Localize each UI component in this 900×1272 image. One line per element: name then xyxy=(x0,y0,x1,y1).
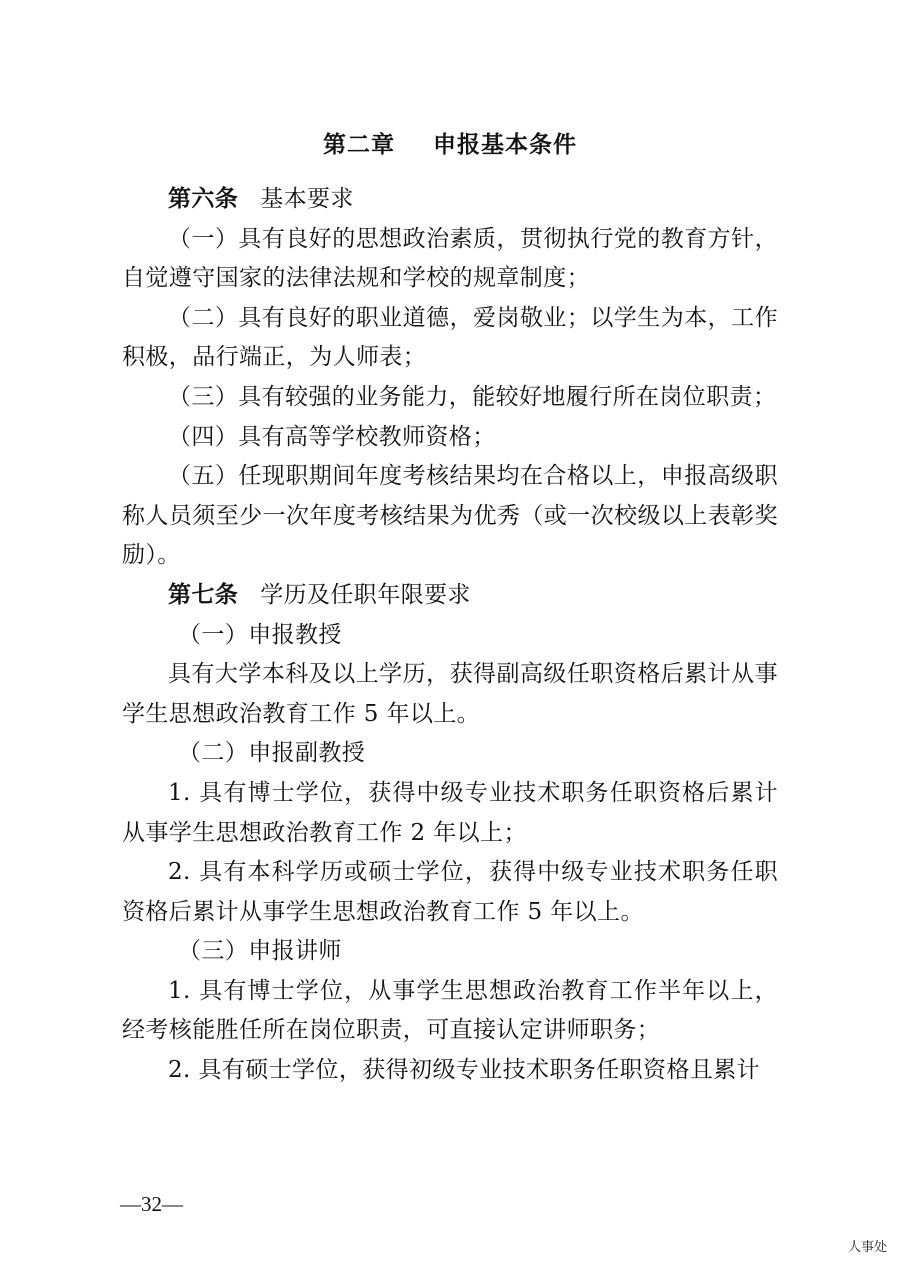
chapter-title: 申报基本条件 xyxy=(433,132,577,158)
document-body xyxy=(122,180,778,1091)
article-6-item-1: （一）具有良好的思想政治素质，贯彻执行党的教育方针，自觉遵守国家的法律法规和学校的规章制度； xyxy=(122,225,778,292)
lecturer-heading: （三）申报讲师 xyxy=(178,938,342,965)
article-6-item-3: （三）具有较强的业务能力，能较好地履行所在岗位职责； xyxy=(168,383,777,410)
article-7-title: 学历及任职年限要求 xyxy=(260,581,471,608)
page-number: —32— xyxy=(120,1192,183,1216)
professor-text: 具有大学本科及以上学历，获得副高级任职资格后累计从事学生思想政治教育工作 5 年以上。 xyxy=(122,661,778,727)
associate-professor-item-2: 2. 具有本科学历或硕士学位，获得中级专业技术职务任职资格后累计从事学生思想政治教育工作 5 年以上。 xyxy=(122,859,778,925)
lecturer-item-2: 2. 具有硕士学位，获得初级专业技术职务任职资格且累计 xyxy=(168,1057,761,1084)
department-label: 人事处 xyxy=(848,1240,888,1255)
article-7-label: 第七条 xyxy=(168,581,239,608)
article-6-item-4: （四）具有高等学校教师资格； xyxy=(168,423,496,450)
article-6-item-2: （二）具有良好的职业道德，爱岗敬业；以学生为本，工作积极，品行端正，为人师表； xyxy=(122,304,778,371)
associate-professor-heading: （二）申报副教授 xyxy=(178,740,366,767)
article-7-heading xyxy=(122,576,778,616)
lecturer-item-1: 1. 具有博士学位，从事学生思想政治教育工作半年以上，经考核能胜任所在岗位职责，可直接认定讲师职务； xyxy=(122,977,778,1044)
article-6-label: 第六条 xyxy=(168,186,239,212)
article-6-title: 基本要求 xyxy=(260,186,354,212)
associate-professor-item-1: 1. 具有博士学位，获得中级专业技术职务任职资格后累计从事学生思想政治教育工作 2 年以上； xyxy=(122,779,778,846)
professor-heading: （一）申报教授 xyxy=(178,621,342,648)
chapter-number: 第二章 xyxy=(323,132,395,158)
article-6-heading xyxy=(122,180,778,220)
article-6-item-5: （五）任现职期间年度考核结果均在合格以上，申报高级职称人员须至少一次年度考核结果为优秀（或一次校级以上表彰奖励）。 xyxy=(122,463,778,569)
chapter-heading xyxy=(0,127,900,163)
